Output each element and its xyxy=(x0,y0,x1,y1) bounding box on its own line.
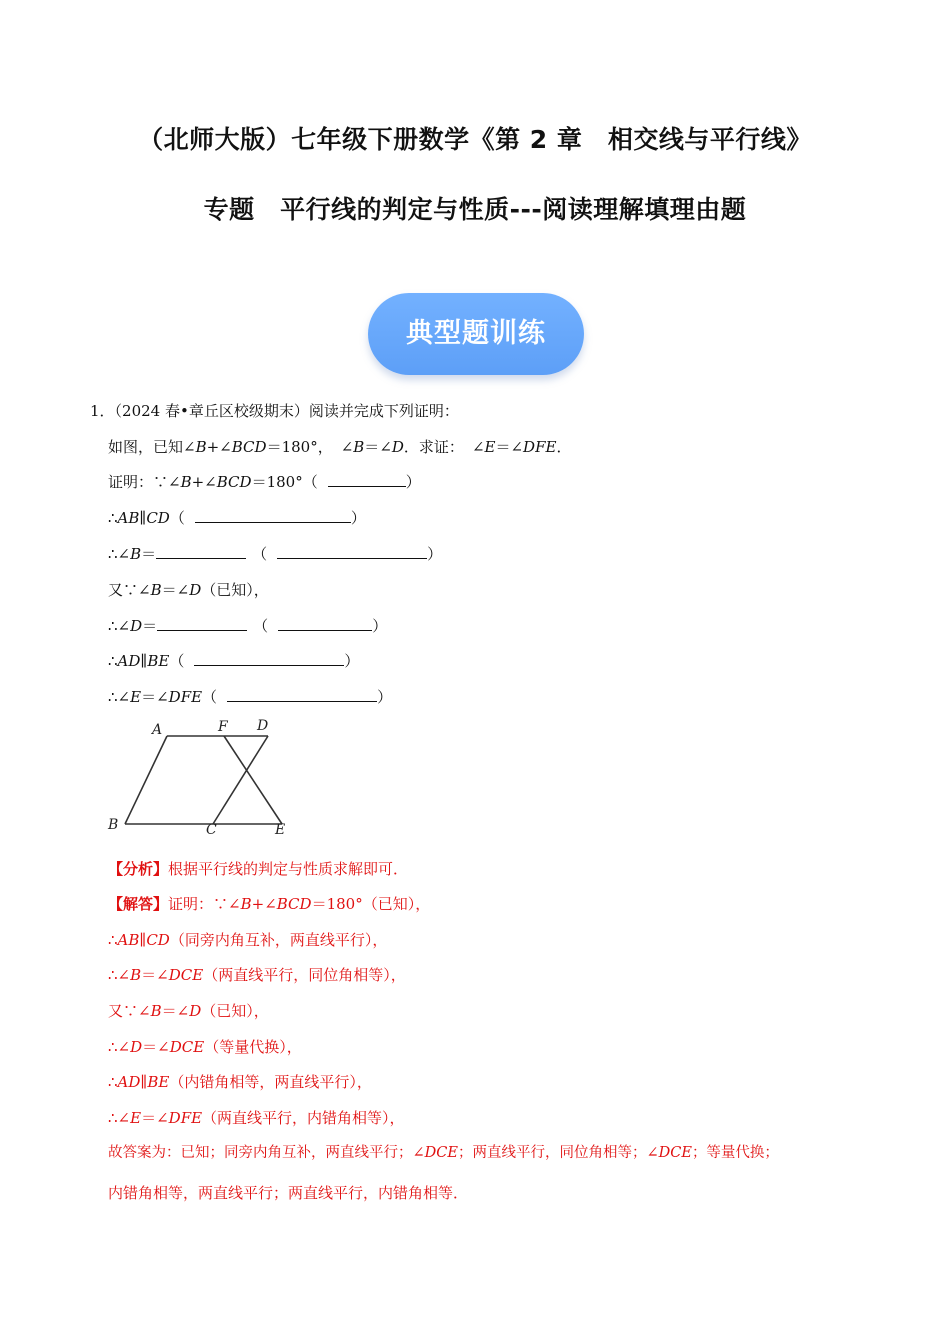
math-expr: ∠B xyxy=(138,1002,162,1020)
solution-text: ∴ xyxy=(108,966,118,984)
math-expr: ∠DCE xyxy=(157,1038,205,1056)
page-subtitle: 专题 平行线的判定与性质---阅读理解填理由题 xyxy=(203,195,747,224)
section-banner: 典型题训练 xyxy=(368,293,584,375)
math-expr: ∠B+∠BCD xyxy=(168,473,252,491)
final-answer-line-1 xyxy=(108,1143,779,1163)
answer-line-7 xyxy=(108,1108,405,1128)
math-expr: ∠B xyxy=(117,545,142,563)
step-text: ∴ xyxy=(108,652,118,670)
answer-line-1 xyxy=(108,894,430,914)
answer-blank[interactable] xyxy=(194,651,344,666)
math-expr: ∠DFE xyxy=(156,1109,203,1127)
label-C: C xyxy=(206,822,217,838)
answer-line-2 xyxy=(108,930,387,950)
step-text: ） xyxy=(350,509,366,527)
math-expr: AB∥CD xyxy=(117,931,170,949)
proof-step-1 xyxy=(108,472,421,492)
proof-step-7 xyxy=(108,687,392,707)
page-title: （北师大版）七年级下册数学《第 2 章 相交线与平行线》 xyxy=(138,125,812,154)
math-expr: ∠D xyxy=(176,581,202,599)
proof-step-5 xyxy=(108,616,387,636)
step-text: （ xyxy=(202,688,218,706)
step-text: ∴ xyxy=(108,545,118,563)
step-text: （ xyxy=(253,617,269,635)
solution-text: ∴ xyxy=(108,1038,118,1056)
solution-text: ∴ xyxy=(108,1073,118,1091)
label-F: F xyxy=(218,719,228,735)
solution-text: 故答案为：已知；同旁内角互补，两直线平行； xyxy=(108,1145,413,1161)
step-text: ＝ xyxy=(141,688,157,706)
step-text: （ xyxy=(252,545,268,563)
label-D: D xyxy=(257,718,269,734)
answer-blank[interactable] xyxy=(328,472,406,487)
problem-given xyxy=(108,437,571,457)
answer-line-4 xyxy=(108,1001,269,1021)
math-expr: AD∥BE xyxy=(117,1073,170,1091)
math-expr: ∠B+∠BCD xyxy=(228,895,312,913)
line-AB xyxy=(125,736,167,824)
step-text: （ xyxy=(169,652,185,670)
solution-text: ∴ xyxy=(108,931,118,949)
step-text: ＝180°（ xyxy=(251,473,318,491)
step-text: ∴ xyxy=(108,617,118,635)
math-expr: ∠B+∠BCD xyxy=(183,438,267,456)
given-text: ＝180°， xyxy=(266,438,333,456)
given-text: ＝ xyxy=(495,438,511,456)
step-text: ＝ xyxy=(161,581,177,599)
answer-blank[interactable] xyxy=(278,616,372,631)
given-text: ．求证： xyxy=(403,438,464,456)
solution-text: ＝ xyxy=(142,1038,158,1056)
problem-source: （2024 春•章丘区校级期末）阅读并完成下列证明： xyxy=(114,402,459,420)
step-text: ） xyxy=(377,688,393,706)
math-expr: ∠D xyxy=(117,1038,143,1056)
solution-text: 又∵ xyxy=(108,1002,139,1020)
solution-text: ＝ xyxy=(141,1109,157,1127)
math-expr: ∠B xyxy=(340,438,365,456)
solution-text: ∴ xyxy=(108,1109,118,1127)
step-text: （ xyxy=(169,509,185,527)
solution-text: ；两直线平行，同位角相等； xyxy=(457,1145,647,1161)
given-text: ＝ xyxy=(364,438,380,456)
solution-text: 证明：∵ xyxy=(168,895,229,913)
answer-blank[interactable] xyxy=(156,544,246,559)
given-text: 如图，已知 xyxy=(108,438,184,456)
final-answer-line-2 xyxy=(108,1183,468,1203)
problem-number: 1． xyxy=(90,402,115,420)
math-expr: ∠B xyxy=(117,966,142,984)
solution-text: （等量代换）， xyxy=(204,1038,302,1056)
math-expr: ∠DFE xyxy=(156,688,203,706)
answer-blank[interactable] xyxy=(277,544,427,559)
math-expr: ∠DCE xyxy=(156,966,204,984)
analysis-text: 根据平行线的判定与性质求解即可． xyxy=(168,860,409,878)
line-DC xyxy=(213,736,268,824)
answer-line-6 xyxy=(108,1072,372,1092)
answer-tag: 【解答】 xyxy=(108,895,169,913)
solution-text: （同旁内角互补，两直线平行）， xyxy=(169,931,388,949)
proof-step-3 xyxy=(108,544,442,564)
label-E: E xyxy=(275,822,286,838)
step-text: ∴ xyxy=(108,688,118,706)
solution-text: ＝180°（已知）， xyxy=(311,895,431,913)
solution-text: （两直线平行，内错角相等）， xyxy=(202,1109,405,1127)
math-expr: ∠DFE xyxy=(510,438,557,456)
given-text: ． xyxy=(556,438,572,456)
answer-blank[interactable] xyxy=(157,616,247,631)
step-text: ） xyxy=(372,617,388,635)
label-B: B xyxy=(108,817,119,833)
analysis-tag: 【分析】 xyxy=(108,860,169,878)
proof-step-2 xyxy=(108,508,366,528)
solution-text: （已知）， xyxy=(201,1002,269,1020)
answer-line-3 xyxy=(108,965,406,985)
math-expr: ∠DCE xyxy=(646,1145,692,1161)
answer-blank[interactable] xyxy=(195,508,351,523)
math-expr: ∠D xyxy=(379,438,404,456)
step-text: （已知）， xyxy=(201,581,269,599)
label-A: A xyxy=(152,722,163,738)
solution-text: ；等量代换； xyxy=(691,1145,779,1161)
answer-blank[interactable] xyxy=(227,687,377,702)
math-expr: ∠E xyxy=(117,1109,142,1127)
math-expr: ∠DCE xyxy=(412,1145,458,1161)
step-text: ＝ xyxy=(141,545,157,563)
solution-text: ＝ xyxy=(141,966,157,984)
step-text: ） xyxy=(344,652,360,670)
math-expr: AB∥CD xyxy=(117,509,170,527)
step-text: ＝ xyxy=(142,617,158,635)
line-FE xyxy=(224,736,282,824)
proof-step-6 xyxy=(108,651,359,671)
analysis-line xyxy=(108,859,408,879)
geometry-figure xyxy=(102,712,302,842)
math-expr: ∠D xyxy=(176,1002,202,1020)
answer-line-5 xyxy=(108,1037,302,1057)
step-text: 又∵ xyxy=(108,581,139,599)
solution-text: 内错角相等，两直线平行；两直线平行，内错角相等． xyxy=(108,1184,469,1202)
math-expr: ∠D xyxy=(117,617,143,635)
step-text: ） xyxy=(427,545,443,563)
step-text: ） xyxy=(405,473,421,491)
solution-text: ＝ xyxy=(161,1002,177,1020)
step-text: 证明：∵ xyxy=(108,473,169,491)
step-text: ∴ xyxy=(108,509,118,527)
math-expr: ∠E xyxy=(471,438,496,456)
math-expr: AD∥BE xyxy=(117,652,170,670)
solution-text: （内错角相等，两直线平行）， xyxy=(169,1073,372,1091)
problem-heading xyxy=(90,401,459,421)
proof-step-4 xyxy=(108,580,269,600)
solution-text: （两直线平行，同位角相等）， xyxy=(203,966,406,984)
math-expr: ∠E xyxy=(117,688,142,706)
math-expr: ∠B xyxy=(138,581,162,599)
